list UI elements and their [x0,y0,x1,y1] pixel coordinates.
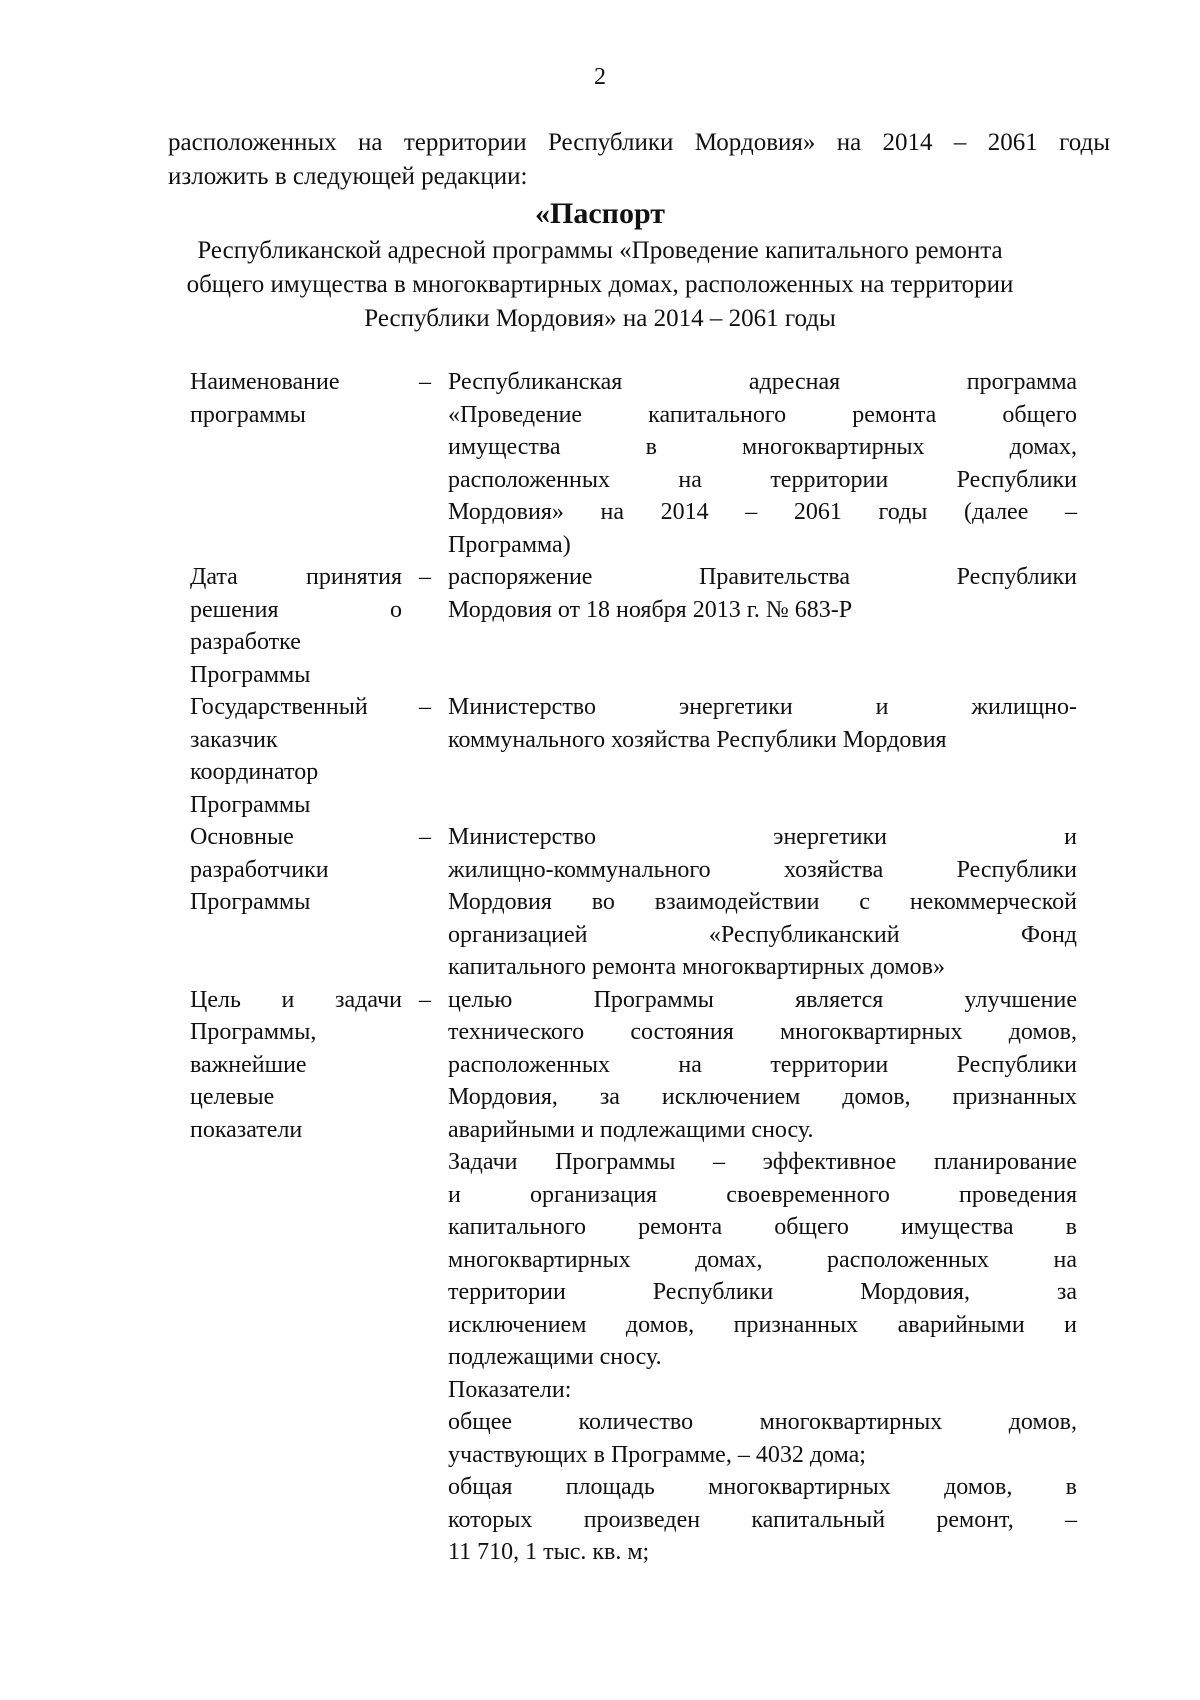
row-label-line: Основные [190,824,294,850]
row-dash: – [419,986,431,1013]
row-value-line: имущества в многоквартирных домах, [448,434,1077,460]
passport-row [190,366,1077,561]
row-value-line: Мордовия» на 2014 – 2061 годы (далее – [448,499,1077,525]
row-label-line: показатели [190,1116,303,1143]
row-value [448,561,1077,691]
row-value-line: «Проведение капитального ремонта общего [448,401,1077,428]
row-value [448,366,1077,561]
row-value [448,821,1077,984]
document-subtitle [0,234,1200,336]
row-value-line: Республиканская адресная программа [448,369,1077,395]
row-label-line: важнейшие [190,1051,307,1078]
row-label-line: разработке [190,629,301,655]
subtitle-line: общего имущества в многоквартирных домах, расположенных на территории [186,271,1014,298]
passport-table [190,366,1077,1569]
row-value-line: расположенных на территории Республики [448,1051,1077,1078]
row-label-line: целевые [190,1084,275,1110]
document-title: «Паспорт [535,197,665,230]
intro-line: изложить в следующей редакции: [168,163,528,190]
row-label-line: Государственный [190,694,368,720]
row-value-line: жилищно-коммунального хозяйства Республики [448,856,1077,883]
row-label-line: решения о [190,596,402,623]
row-value-line: технического состояния многоквартирных домов, [448,1019,1077,1045]
row-value-line: организацией «Республиканский Фонд [448,921,1077,948]
row-value-line: Мордовия от 18 ноября 2013 г. № 683-Р [448,596,853,623]
row-value-line: коммунального хозяйства Республики Мордовия [448,726,947,753]
passport-row [190,561,1077,691]
row-value-line: Министерство энергетики и [448,824,1077,850]
row-value-line: и организация своевременного проведения [448,1181,1077,1208]
row-value-line: аварийными и подлежащими сносу. [448,1116,814,1143]
intro-paragraph [168,126,1110,194]
row-value-line: распоряжение Правительства Республики [448,564,1077,590]
row-label-line: Цель и задачи [190,986,402,1013]
row-value-line: участвующих в Программе, – 4032 дома; [448,1441,866,1468]
page-number: 2 [594,64,606,90]
row-label [190,821,402,984]
row-label-line: Программы [190,661,311,688]
row-value-line: Программа) [448,531,571,558]
row-label-line: Дата принятия [190,564,402,590]
row-value-line: целью Программы является улучшение [448,986,1077,1013]
row-value-line: Мордовия во взаимодействии с некоммерческой [448,889,1077,915]
row-value [448,984,1077,1569]
row-value-line: подлежащими сносу. [448,1344,662,1370]
row-value [448,691,1077,821]
row-value-line: общая площадь многоквартирных домов, в [448,1474,1077,1500]
row-value-line: исключением домов, признанных аварийными и [448,1311,1077,1338]
row-value-line: капитального ремонта общего имущества в [448,1214,1077,1240]
row-label [190,561,402,691]
row-value-line: расположенных на территории Республики [448,466,1077,493]
row-label-line: заказчик [190,726,278,753]
row-label [190,984,402,1569]
row-dash: – [419,564,431,590]
row-value-line: Министерство энергетики и жилищно- [448,694,1077,720]
row-label-line: Программы [190,889,311,915]
subtitle-line: Республики Мордовия» на 2014 – 2061 годы [364,305,836,332]
row-label-line: Программы, [190,1019,317,1045]
row-value-line: территории Республики Мордовия, за [448,1279,1077,1305]
intro-line: расположенных на территории Республики Мордовия» на 2014 – 2061 годы [168,129,1110,156]
row-label-line: Наименование [190,369,340,395]
row-dash: – [419,824,431,850]
passport-row [190,984,1077,1569]
row-label-line: координатор [190,759,319,785]
row-value-line: которых произведен капитальный ремонт, – [448,1506,1077,1533]
row-label-line: Программы [190,791,311,818]
row-value-line: 11 710, 1 тыс. кв. м; [448,1539,650,1565]
passport-row [190,691,1077,821]
row-label-line: разработчики [190,856,329,883]
row-value-line: Мордовия, за исключением домов, признанных [448,1084,1077,1110]
row-label [190,366,402,561]
row-value-line: Задачи Программы – эффективное планирование [448,1149,1077,1175]
row-value-line: капитального ремонта многоквартирных домов» [448,954,945,980]
row-value-line: Показатели: [448,1376,572,1403]
passport-row [190,821,1077,984]
subtitle-line: Республиканской адресной программы «Проведение капитального ремонта [197,237,1003,264]
row-dash: – [419,694,431,720]
row-label [190,691,402,821]
row-label-line: программы [190,401,306,428]
row-dash: – [419,369,431,395]
row-value-line: многоквартирных домах, расположенных на [448,1246,1077,1273]
row-value-line: общее количество многоквартирных домов, [448,1409,1077,1435]
